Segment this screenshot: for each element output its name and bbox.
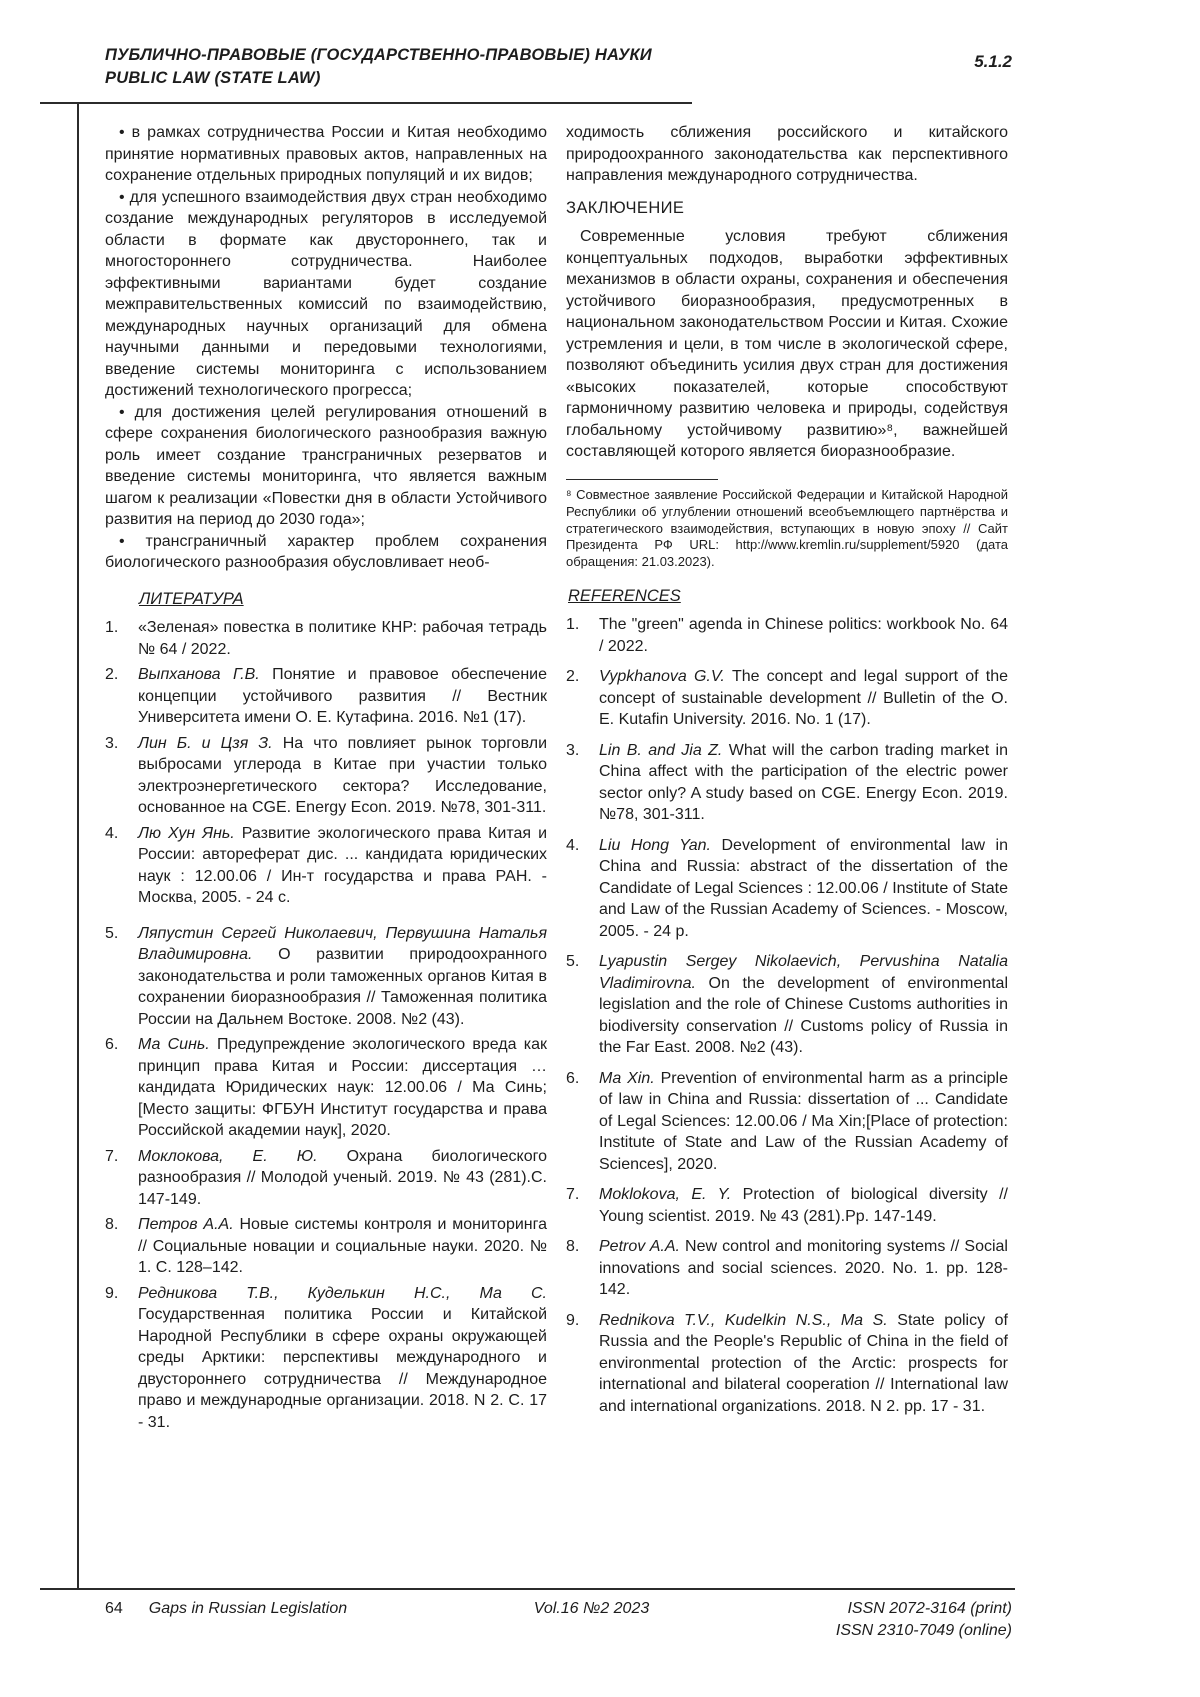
item-number: 3. bbox=[105, 734, 119, 752]
bullet-paragraph: • для успешного взаимодействия двух стран необходимо создание международных регуляторов в исследуемой области в формате как двустороннего, так и многостороннего сотрудничества. Наиболее эффективными вариантами будет создание межправительственных комиссий по взаимодействию, международных научных организаций для обмена научными данными и передовыми технологиями, введение системы мониторинга с использованием достижений технологического прогресса; bbox=[105, 188, 547, 399]
running-head-ru: ПУБЛИЧНО-ПРАВОВЫЕ (ГОСУДАРСТВЕННО-ПРАВОВЫЕ) НАУКИ bbox=[105, 46, 652, 64]
bullet-paragraph: • трансграничный характер проблем сохранения биологического разнообразия обусловливает необ- bbox=[105, 532, 547, 571]
reference-item: 9. Редникова Т.В., Куделькин Н.С., Ма С. Государственная политика России и Китайской Народной Республики в сфере охраны окружающей среды Арктики: перспективы международного и двустороннего сотрудничества // Международное право и международные организации. 2018. N 2. С. 17 - 31. bbox=[105, 1284, 547, 1431]
reference-item: 2. Vypkhanova G.V. The concept and legal support of the concept of sustainable development // Bulletin of the O. E. Kutafin University. 2016. No. 1 (17). bbox=[566, 668, 1009, 729]
reference-item: 2. Выпханова Г.В. Понятие и правовое обеспечение концепции устойчивого развития // Вестник Университета имени О. Е. Кутафина. 2016. №1 (17). bbox=[105, 666, 548, 726]
item-number: 8. bbox=[566, 1238, 580, 1256]
bullet-paragraph: • в рамках сотрудничества России и Китая необходимо принятие нормативных правовых актов, направленных на сохранение отдельных природных популяций и их видов; bbox=[105, 124, 547, 184]
references-list bbox=[566, 614, 1008, 1417]
footnote-rule bbox=[566, 479, 718, 481]
item-author: Ляпустин Сергей Николаевич, Первушина Наталья Владимировна. bbox=[138, 924, 547, 963]
item-number: 6. bbox=[566, 1069, 580, 1087]
left-margin-rule bbox=[77, 102, 79, 1589]
continuation-paragraph: ходимость сближения российского и китайского природоохранного законодательства как перспективного направления международного сотрудничества. bbox=[566, 124, 1008, 184]
conclusion-heading: ЗАКЛЮЧЕНИЕ bbox=[566, 198, 685, 217]
item-author: Моклокова, Е. Ю. bbox=[138, 1147, 347, 1165]
reference-item: 6. Ма Синь. Предупреждение экологического вреда как принцип права Китая и России: диссертация … кандидата Юридических наук: 12.00.06 / Ма Синь;[Место защиты: ФГБУН Институт государства и права Российской академии наук], 2020. bbox=[105, 1036, 547, 1139]
reference-item: 9. Rednikova T.V., Kudelkin N.S., Ma S. State policy of Russia and the People's Republic of China in the field of environmental protection of the Arctic: prospects for international and bilateral cooperation // International law and international organizations. 2018. N 2. pp. 17 - 31. bbox=[566, 1311, 1008, 1415]
item-number: 7. bbox=[105, 1147, 119, 1165]
item-author: Лин Б. и Цзя З. bbox=[138, 734, 283, 752]
references-heading: REFERENCES bbox=[568, 586, 681, 605]
item-author: Lyapustin Sergey Nikolaevich, Pervushina Natalia Vladimirovna. bbox=[599, 953, 1008, 992]
reference-item: 1. «Зеленая» повестка в политике КНР: рабочая тетрадь № 64 / 2022. bbox=[105, 619, 547, 658]
reference-item: 5. Lyapustin Sergey Nikolaevich, Pervushina Natalia Vladimirovna. On the development of environmental legislation and the role of Chinese Customs authorities in biodiversity conservation // Customs policy of Russia in the Far East. 2008. №2 (43). bbox=[566, 953, 1009, 1057]
running-head-en: PUBLIC LAW (STATE LAW) bbox=[105, 69, 321, 87]
item-author: Петров А.А. bbox=[138, 1216, 240, 1233]
bullet-list bbox=[105, 122, 547, 574]
item-author: Лю Хун Янь. bbox=[138, 824, 242, 842]
item-number: 3. bbox=[566, 741, 580, 759]
item-author: Liu Hong Yan. bbox=[599, 836, 722, 854]
section-number: 5.1.2 bbox=[974, 52, 1012, 71]
item-number: 1. bbox=[105, 619, 119, 636]
item-number: 1. bbox=[566, 616, 580, 634]
reference-item: 8. Petrov A.A. New control and monitoring systems // Social innovations and social sciences. 2020. No. 1. pp. 128-142. bbox=[566, 1238, 1008, 1299]
volume-issue: Vol.16 №2 2023 bbox=[533, 1600, 650, 1617]
item-author: Выпханова Г.В. bbox=[138, 666, 273, 683]
item-number: 5. bbox=[105, 924, 119, 942]
item-number: 7. bbox=[566, 1186, 580, 1204]
item-number: 4. bbox=[566, 836, 580, 854]
reference-item: 3. Лин Б. и Цзя З. На что повлияет рынок торговли выбросами углерода в Китае при участии только электроэнергетического сектора? Исследование, основанное на CGE. Energy Econ. 2019. №78, 301-311. bbox=[105, 734, 548, 816]
item-author: Moklokova, E. Y. bbox=[599, 1186, 743, 1204]
item-author: Petrov A.A. bbox=[599, 1238, 686, 1256]
journal-title: Gaps in Russian Legislation bbox=[148, 1600, 348, 1617]
item-author: Ма Синь. bbox=[138, 1036, 217, 1053]
bullet-paragraph: • для достижения целей регулирования отношений в сфере сохранения биологического разнообразия важную роль имеет создание трансграничных резерватов и введение системы мониторинга, что является важным шагом к реализации «Повестки дня в области Устойчивого развития на период до 2030 года»; bbox=[105, 403, 547, 528]
reference-item: 4. Liu Hong Yan. Development of environmental law in China and Russia: abstract of the dissertation of the Candidate of Legal Sciences : 12.00.06 / Institute of State and Law of the Russian Academy of Sciences. - Moscow, 2005. - 24 p. bbox=[566, 836, 1009, 940]
reference-item: 5. Ляпустин Сергей Николаевич, Первушина Наталья Владимировна. О развитии природоохранного законодательства и роли таможенных органов Китая в сохранении биоразнообразия // Таможенная политика России на Дальнем Востоке. 2008. №2 (43). bbox=[105, 924, 547, 1028]
reference-item: 7. Моклокова, Е. Ю. Охрана биологического разнообразия // Молодой ученый. 2019. № 43 (281).С. 147-149. bbox=[105, 1147, 547, 1208]
running-head bbox=[105, 44, 725, 90]
item-number: 9. bbox=[566, 1311, 580, 1329]
reference-item: 1. The "green" agenda in Chinese politics: workbook No. 64 / 2022. bbox=[566, 616, 1008, 655]
item-author: Vypkhanova G.V. bbox=[599, 668, 732, 686]
right-column bbox=[566, 122, 1008, 1426]
reference-item: 8. Петров А.А. Новые системы контроля и мониторинга // Социальные новации и социальные науки. 2020. № 1. С. 128–142. bbox=[105, 1216, 547, 1276]
page-number: 64 bbox=[105, 1600, 123, 1617]
header-rule bbox=[40, 102, 692, 104]
item-number: 2. bbox=[566, 668, 580, 686]
item-author: Lin B. and Jia Z. bbox=[599, 741, 729, 759]
issn-print: ISSN 2072-3164 (print) bbox=[847, 1600, 1012, 1617]
left-column bbox=[105, 122, 547, 1437]
reference-item: 4. Лю Хун Янь. Развитие экологического права Китая и России: автореферат дис. ... кандидата юридических наук : 12.00.06 / Ин-т государства и права РАН. - Москва, 2005. - 24 с. bbox=[105, 824, 548, 906]
item-number: 4. bbox=[105, 824, 119, 842]
conclusion-paragraph: Современные условия требуют сближения концептуальных подходов, выработки эффективных механизмов в области охраны, сохранения и обеспечения устойчивого биоразнообразия, предусмотренных в национальном законодательством России и Китая. Схожие устремления и цели, в том числе в экологической сфере, позволяют объединить усилия двух стран для достижения «высоких показателей, которые способствуют гармоничному развитию человека и природы, содействуя глобальному устойчивому развитию»⁸, важнейшей составляющей которого является биоразнообразие. bbox=[566, 228, 1008, 460]
item-number: 5. bbox=[566, 953, 580, 971]
item-author: Редникова Т.В., Куделькин Н.С., Ма С. bbox=[138, 1284, 547, 1302]
literature-list bbox=[105, 617, 547, 1433]
item-number: 2. bbox=[105, 666, 119, 683]
footer-rule bbox=[40, 1588, 1015, 1590]
reference-item: 6. Ma Xin. Prevention of environmental harm as a principle of law in China and Russia: dissertation of ... Candidate of Legal Sciences: 12.00.06 / Ma Xin;[Place of protection: Institute of State and Law of the Russian Academy of Sciences], 2020. bbox=[566, 1069, 1009, 1173]
literature-heading: ЛИТЕРАТУРА bbox=[139, 589, 244, 608]
item-number: 9. bbox=[105, 1284, 119, 1302]
item-author: Rednikova T.V., Kudelkin N.S., Ma S. bbox=[599, 1311, 898, 1329]
footnote-text: ⁸ Совместное заявление Российской Федерации и Китайской Народной Республики об углублении отношений всеобъемлющего партнёрства и стратегического взаимодействия, вступающих в новую эпоху // Сайт Президента РФ URL: http://www.kremlin.ru/supplement/5920 (дата обращения: 21.03.2023). bbox=[566, 487, 1008, 570]
item-number: 8. bbox=[105, 1216, 119, 1233]
issn-block bbox=[836, 1598, 1012, 1642]
reference-item: 7. Moklokova, E. Y. Protection of biological diversity // Young scientist. 2019. № 43 (281).Pp. 147-149. bbox=[566, 1186, 1008, 1225]
page-footer bbox=[105, 1598, 1012, 1642]
issn-online: ISSN 2310-7049 (online) bbox=[835, 1622, 1012, 1639]
item-author: Ma Xin. bbox=[599, 1069, 661, 1087]
item-number: 6. bbox=[105, 1036, 119, 1053]
reference-item: 3. Lin B. and Jia Z. What will the carbon trading market in China affect with the participation of the electric power sector only? A study based on CGE. Energy Econ. 2019. №78, 301-311. bbox=[566, 741, 1009, 824]
footer-left bbox=[105, 1598, 347, 1620]
